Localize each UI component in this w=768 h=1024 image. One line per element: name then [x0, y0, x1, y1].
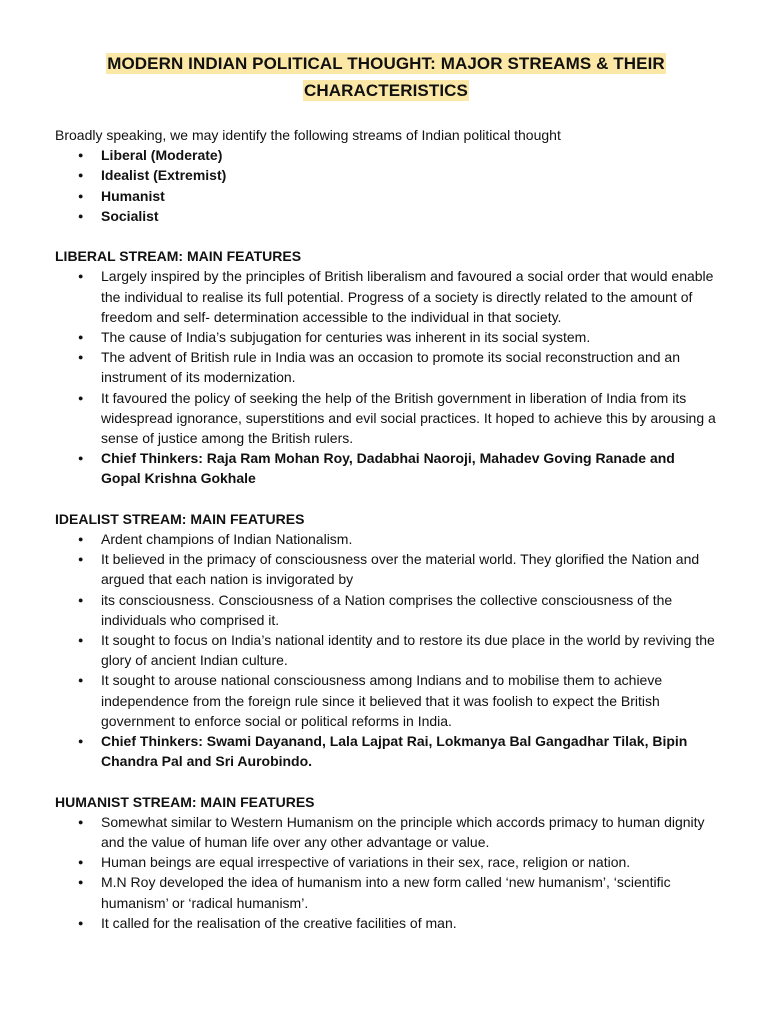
liberal-thinkers: ● Chief Thinkers: Raja Ram Mohan Roy, Dadabhai Naoroji, Mahadev Goving Ranade and Gopal Krishna Gokhale	[55, 448, 717, 488]
list-item: ● It believed in the primacy of consciousness over the material world. They glorified the Nation and argued that each nation is invigorated by	[55, 549, 717, 589]
list-item: ● It called for the realisation of the creative facilities of man.	[55, 913, 717, 933]
liberal-heading: LIBERAL STREAM: MAIN FEATURES	[55, 248, 302, 265]
list-item: ● It sought to arouse national consciousness among Indians and to mobilise them to achieve independence from the foreign rule since it believed that it was foolish to expect the British government to enforce social or political reforms in India.	[55, 670, 717, 731]
humanist-heading: HUMANIST STREAM: MAIN FEATURES	[55, 793, 315, 810]
idealist-points	[55, 529, 717, 771]
list-item: ● It favoured the policy of seeking the help of the British government in liberation of India from its widespread ignorance, superstitions and evil social practices. It hoped to achieve this by arousing a sense of justice among the British rulers.	[55, 388, 717, 449]
list-item: ● Idealist (Extremist)	[55, 165, 717, 185]
humanist-points	[55, 812, 717, 933]
list-item: ● The cause of India’s subjugation for centuries was inherent in its social system.	[55, 327, 717, 347]
list-item: ● Liberal (Moderate)	[55, 145, 717, 165]
streams-list	[55, 145, 717, 226]
list-item: ● Human beings are equal irrespective of variations in their sex, race, religion or nation.	[55, 852, 717, 872]
list-item: ● Socialist	[55, 206, 717, 226]
page-title	[55, 50, 717, 104]
idealist-heading: IDEALIST STREAM: MAIN FEATURES	[55, 510, 305, 527]
intro-text: Broadly speaking, we may identify the following streams of Indian political thought	[55, 127, 561, 143]
list-item: ● It sought to focus on India’s national identity and to restore its due place in the world by reviving the glory of ancient Indian culture.	[55, 630, 717, 670]
idealist-thinkers: ● Chief Thinkers: Swami Dayanand, Lala Lajpat Rai, Lokmanya Bal Gangadhar Tilak, Bipin Chandra Pal and Sri Aurobindo.	[55, 731, 717, 771]
list-item: ● Somewhat similar to Western Humanism on the principle which accords primacy to human dignity and the value of human life over any other advantage or value.	[55, 812, 717, 852]
list-item: ● Largely inspired by the principles of British liberalism and favoured a social order that would enable the individual to realise its full potential. Progress of a society is directly related to the amount of freedom and self- determination accessible to the individual in that society.	[55, 266, 717, 327]
list-item: ● Ardent champions of Indian Nationalism.	[55, 529, 717, 549]
list-item: ● Humanist	[55, 186, 717, 206]
list-item: ● M.N Roy developed the idea of humanism into a new form called ‘new humanism’, ‘scientific humanism’ or ‘radical humanism’.	[55, 872, 717, 912]
list-item: ● The advent of British rule in India was an occasion to promote its social reconstruction and an instrument of its modernization.	[55, 347, 717, 387]
list-item: ● its consciousness. Consciousness of a Nation comprises the collective consciousness of the individuals who comprised it.	[55, 590, 717, 630]
title-line-2: CHARACTERISTICS	[304, 81, 468, 100]
liberal-points	[55, 266, 717, 488]
title-line-1: MODERN INDIAN POLITICAL THOUGHT: MAJOR STREAMS & THEIR	[107, 54, 665, 73]
document-body	[55, 50, 717, 933]
